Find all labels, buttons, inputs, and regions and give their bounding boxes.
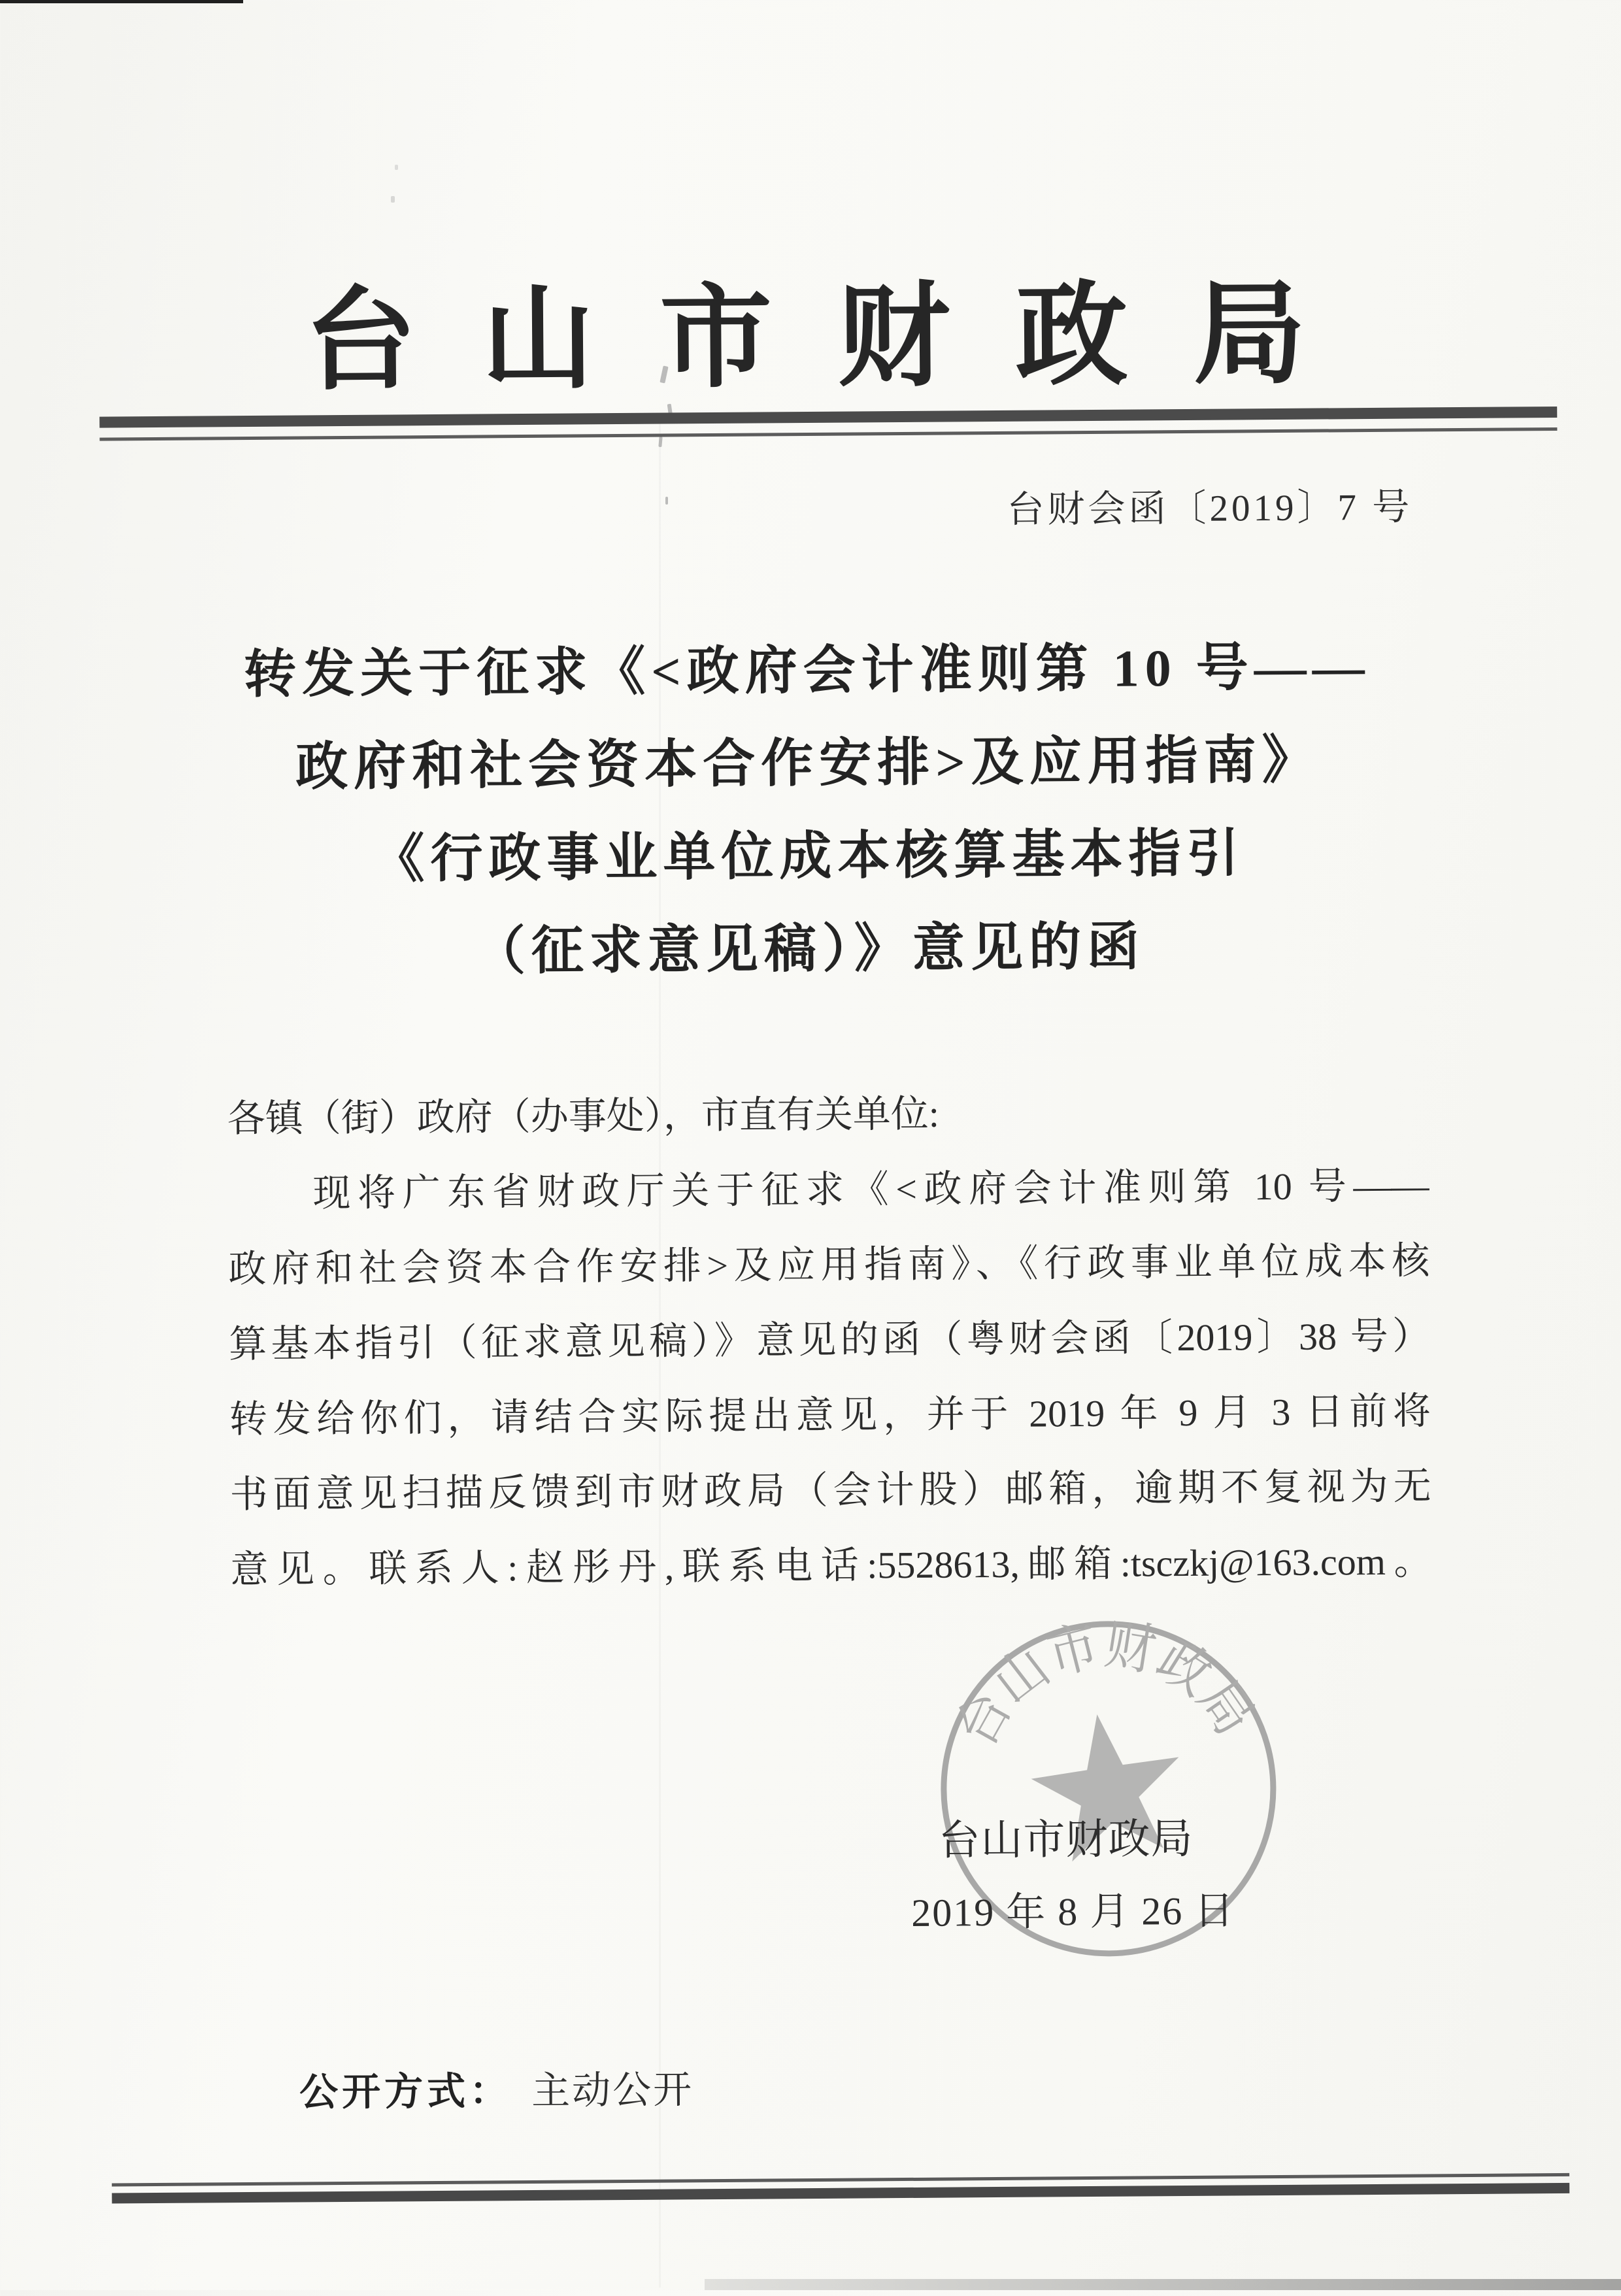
title-line: （征求意见稿）》意见的函 [473,918,1146,981]
document-reference-number: 台财会函〔2019〕7 号 [1007,486,1413,531]
body-line: 意见。联系人:赵彤丹,联系电话:5528613,邮箱:tsczkj@163.com。 [230,1540,1432,1591]
issuer-name: 台山市财政局 [938,1815,1194,1864]
agency-letterhead-title: 台山市财政局 [303,272,1372,405]
body-line: 现将广东省财政厅关于征求《<政府会计准则第 10 号—— [312,1164,1429,1215]
body-line: 政府和社会资本合作安排>及应用指南》、《行政事业单位成本核 [228,1239,1430,1291]
footer-separator [112,2173,1569,2204]
separator-thin-line [99,427,1557,441]
scan-edge-mark [0,0,243,3]
separator-thick-line [112,2183,1569,2204]
title-line: 转发关于征求《<政府会计准则第 10 号—— [243,639,1371,705]
body-line: 转发给你们，请结合实际提出意见，并于 2019 年 9 月 3 日前将 [229,1389,1431,1441]
stamp-arc-text: 台山市财政局 [945,1614,1267,1757]
title-line: 政府和社会资本合作安排>及应用指南》 [295,731,1321,797]
document-title [0,619,1620,1001]
title-line: 《行政事业单位成本核算基本指引 [372,825,1245,889]
body-line: 算基本指引（征求意见稿）》意见的函（粤财会函〔2019〕38 号） [228,1314,1431,1366]
body-paragraph [227,1073,1432,1607]
salutation-line: 各镇（街）政府（办事处），市直有关单位: [227,1092,940,1140]
disclosure-method-value: 主动公开 [531,2068,694,2113]
disclosure-line [299,2058,694,2116]
disclosure-method-label: 公开方式： [299,2069,512,2114]
issue-date: 2019 年 8 月 26 日 [911,1889,1235,1935]
body-line: 书面意见扫描反馈到市财政局（会计股）邮箱，逾期不复视为无 [229,1465,1431,1516]
